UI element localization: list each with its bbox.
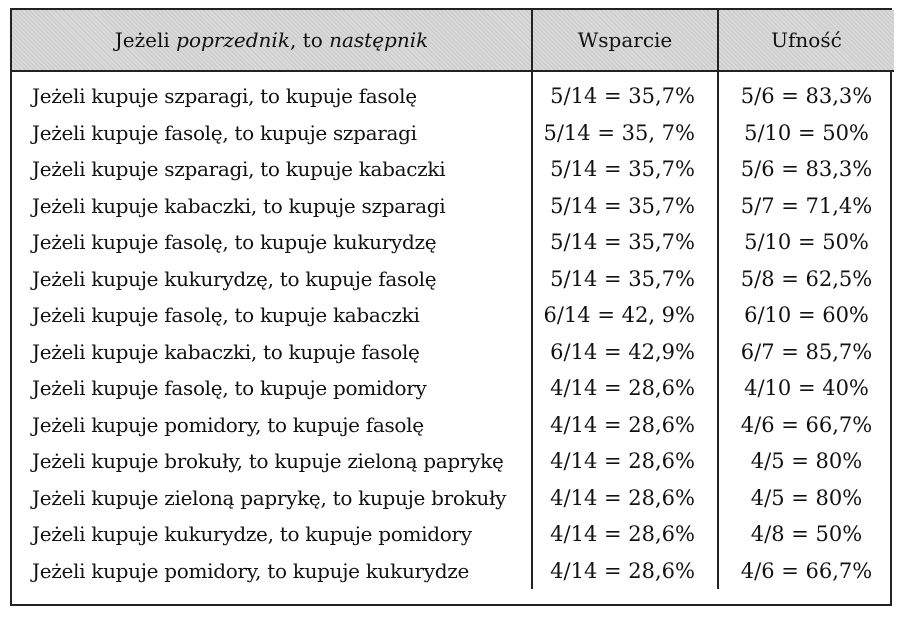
support-cell: 5/14 = 35,7% [532, 151, 718, 188]
table-row [12, 115, 894, 152]
table-row [12, 261, 894, 298]
rule-cell: Jeżeli kupuje pomidory, to kupuje fasolę [32, 412, 424, 437]
association-rules-table-frame [10, 8, 892, 606]
header-rule-antecedent: poprzednik [176, 28, 290, 52]
confidence-cell: 4/6 = 66,7% [718, 407, 894, 444]
table-row [12, 334, 894, 371]
header-rule [12, 10, 532, 71]
confidence-cell: 4/5 = 80% [718, 480, 894, 517]
rule-cell: Jeżeli kupuje fasolę, to kupuje kabaczki [32, 303, 420, 328]
support-cell: 5/14 = 35,7% [532, 188, 718, 225]
table-row [12, 407, 894, 444]
table-row [12, 553, 894, 590]
rule-cell: Jeżeli kupuje fasolę, to kupuje kukurydzę [32, 230, 437, 255]
rule-cell: Jeżeli kupuje fasolę, to kupuje pomidory [32, 376, 427, 401]
confidence-cell: 6/10 = 60% [718, 297, 894, 334]
support-cell: 5/14 = 35, 7% [532, 115, 718, 152]
support-cell: 5/14 = 35,7% [532, 261, 718, 298]
rule-cell: Jeżeli kupuje pomidory, to kupuje kukurydze [32, 558, 470, 583]
confidence-cell: 5/6 = 83,3% [718, 71, 894, 115]
confidence-cell: 4/10 = 40% [718, 370, 894, 407]
rule-cell: Jeżeli kupuje kukurydze, to kupuje pomidory [32, 522, 472, 547]
confidence-cell: 5/6 = 83,3% [718, 151, 894, 188]
support-cell: 4/14 = 28,6% [532, 516, 718, 553]
confidence-cell: 5/7 = 71,4% [718, 188, 894, 225]
support-cell: 4/14 = 28,6% [532, 407, 718, 444]
table-row [12, 71, 894, 115]
confidence-cell: 6/7 = 85,7% [718, 334, 894, 371]
support-cell: 4/14 = 28,6% [532, 553, 718, 590]
confidence-cell: 5/8 = 62,5% [718, 261, 894, 298]
table-row [12, 516, 894, 553]
confidence-cell: 4/8 = 50% [718, 516, 894, 553]
support-cell: 4/14 = 28,6% [532, 370, 718, 407]
header-rule-prefix: Jeżeli [114, 28, 177, 52]
rule-cell: Jeżeli kupuje fasolę, to kupuje szparagi [32, 120, 417, 145]
table-row [12, 188, 894, 225]
support-cell: 4/14 = 28,6% [532, 480, 718, 517]
table-row [12, 151, 894, 188]
header-rule-middle: , to [289, 28, 330, 52]
header-confidence: Ufność [718, 10, 894, 71]
table-row [12, 443, 894, 480]
rule-cell: Jeżeli kupuje zieloną paprykę, to kupuje brokuły [32, 485, 507, 510]
table-body [12, 71, 894, 589]
support-cell: 6/14 = 42,9% [532, 334, 718, 371]
rule-cell: Jeżeli kupuje kabaczki, to kupuje fasolę [32, 339, 420, 364]
table-row [12, 370, 894, 407]
table-row [12, 297, 894, 334]
confidence-cell: 4/5 = 80% [718, 443, 894, 480]
support-cell: 5/14 = 35,7% [532, 71, 718, 115]
rule-cell: Jeżeli kupuje kukurydzę, to kupuje fasolę [32, 266, 437, 291]
header-row [12, 10, 894, 71]
confidence-cell: 5/10 = 50% [718, 224, 894, 261]
header-support: Wsparcie [532, 10, 718, 71]
rule-cell: Jeżeli kupuje kabaczki, to kupuje szparagi [32, 193, 446, 218]
confidence-cell: 5/10 = 50% [718, 115, 894, 152]
support-cell: 5/14 = 35,7% [532, 224, 718, 261]
support-cell: 4/14 = 28,6% [532, 443, 718, 480]
table-row [12, 480, 894, 517]
table-header [12, 10, 894, 71]
table-row [12, 224, 894, 261]
association-rules-table [12, 10, 894, 589]
rule-cell: Jeżeli kupuje szparagi, to kupuje fasolę [32, 84, 417, 109]
support-cell: 6/14 = 42, 9% [532, 297, 718, 334]
rule-cell: Jeżeli kupuje brokuły, to kupuje zieloną paprykę [32, 449, 504, 474]
rule-cell: Jeżeli kupuje szparagi, to kupuje kabaczki [32, 157, 446, 182]
confidence-cell: 4/6 = 66,7% [718, 553, 894, 590]
header-rule-consequent: następnik [329, 28, 429, 52]
